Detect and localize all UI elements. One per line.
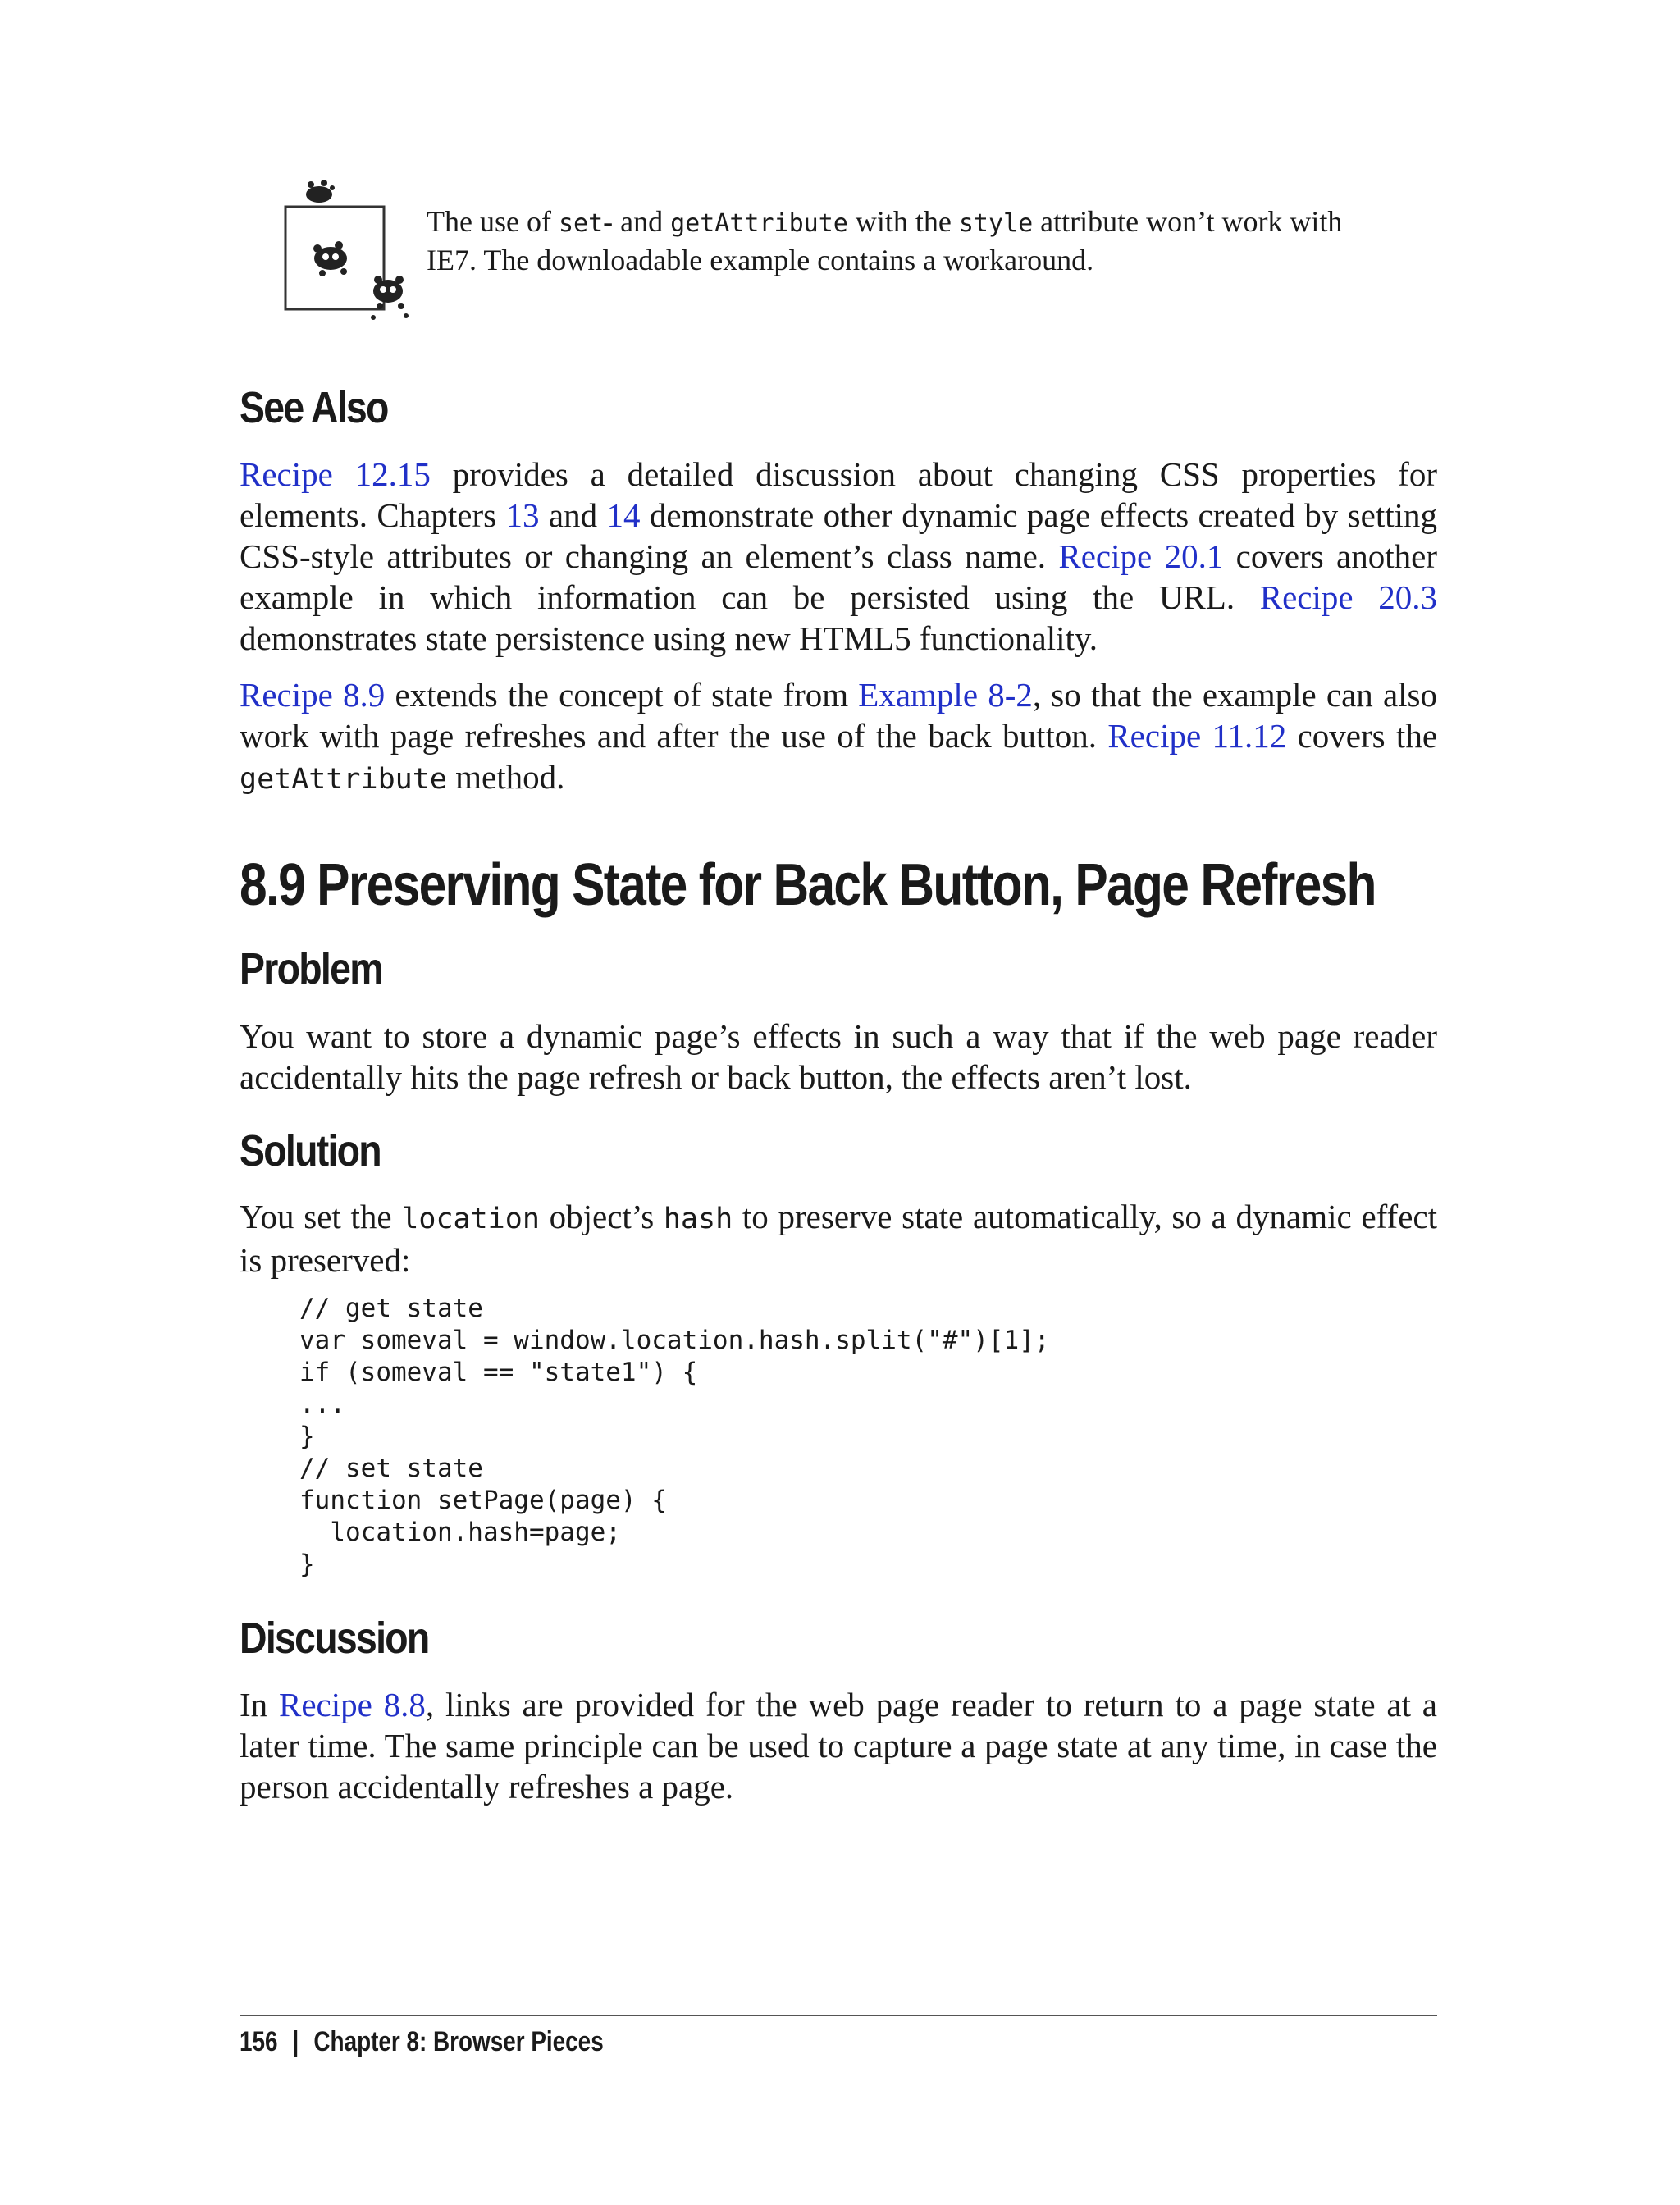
footer-separator: | xyxy=(292,2026,299,2057)
chapter-label: Chapter 8: Browser Pieces xyxy=(313,2026,604,2057)
page-footer xyxy=(240,2026,604,2058)
link-recipe-12-15[interactable]: Recipe 12.15 xyxy=(240,455,431,493)
code-set: set xyxy=(558,209,604,238)
discussion-heading: Discussion xyxy=(240,1614,429,1663)
section-title: 8.9 Preserving State for Back Button, Page Refresh xyxy=(240,852,1376,918)
solution-text: You set the location object’s hash to preserve state automatically, so a dynamic effect is preserved: xyxy=(240,1198,1437,1279)
link-recipe-20-3[interactable]: Recipe 20.3 xyxy=(1259,578,1437,616)
footer-rule xyxy=(240,2015,1437,2016)
link-chapter-13[interactable]: 13 xyxy=(505,496,540,534)
code-style: style xyxy=(958,209,1034,238)
link-chapter-14[interactable]: 14 xyxy=(606,496,641,534)
link-recipe-8-8[interactable]: Recipe 8.8 xyxy=(278,1686,426,1723)
link-example-8-2[interactable]: Example 8-2 xyxy=(858,676,1033,714)
solution-heading: Solution xyxy=(240,1126,381,1176)
crab-tip-icon xyxy=(283,176,422,324)
code-getattribute-inline: getAttribute xyxy=(240,763,447,796)
link-recipe-11-12[interactable]: Recipe 11.12 xyxy=(1107,717,1287,755)
tip-text: The use of set- and getAttribute with the style attribute won’t work with IE7. The downloadable example contains a workaround. xyxy=(427,205,1343,276)
page-number: 156 xyxy=(240,2026,278,2057)
link-recipe-8-9[interactable]: Recipe 8.9 xyxy=(240,676,386,714)
tip-note xyxy=(283,176,1431,324)
code-hash: hash xyxy=(663,1203,733,1235)
code-location: location xyxy=(401,1203,540,1235)
see-also-paragraph-1: Recipe 12.15 provides a detailed discussion about changing CSS properties for elements. Chapters 13 and 14 demonstrate other dynamic page effects created by setting CSS-style attributes or changing an element’s class name. Recipe 20.1 covers another example in which information can be persisted using the URL. Recipe 20.3 demonstrates state persistence using new HTML5 functionality. xyxy=(240,455,1438,657)
problem-text: You want to store a dynamic page’s effects in such a way that if the web page reader accidentally hits the page refresh or back button, the effects aren’t lost. xyxy=(240,1017,1437,1096)
code-getattribute: getAttribute xyxy=(670,209,848,238)
problem-heading: Problem xyxy=(240,944,382,993)
see-also-paragraph-2: Recipe 8.9 extends the concept of state from Example 8-2, so that the example can also work with page refreshes and after the use of the back button. Recipe 11.12 covers the getAttribute method. xyxy=(240,676,1438,796)
code-listing: // get state var someval = window.location.hash.split("#")[1]; if (someval == "state1") { ... } // set state function setPage(page) { location.hash=page; } xyxy=(299,1294,1050,1579)
link-recipe-20-1[interactable]: Recipe 20.1 xyxy=(1058,537,1224,575)
discussion-text: In Recipe 8.8, links are provided for the web page reader to return to a page state at a later time. The same principle can be used to capture a page state at any time, in case the person accidentally refreshes a page. xyxy=(240,1686,1437,1806)
see-also-heading: See Also xyxy=(240,383,388,432)
